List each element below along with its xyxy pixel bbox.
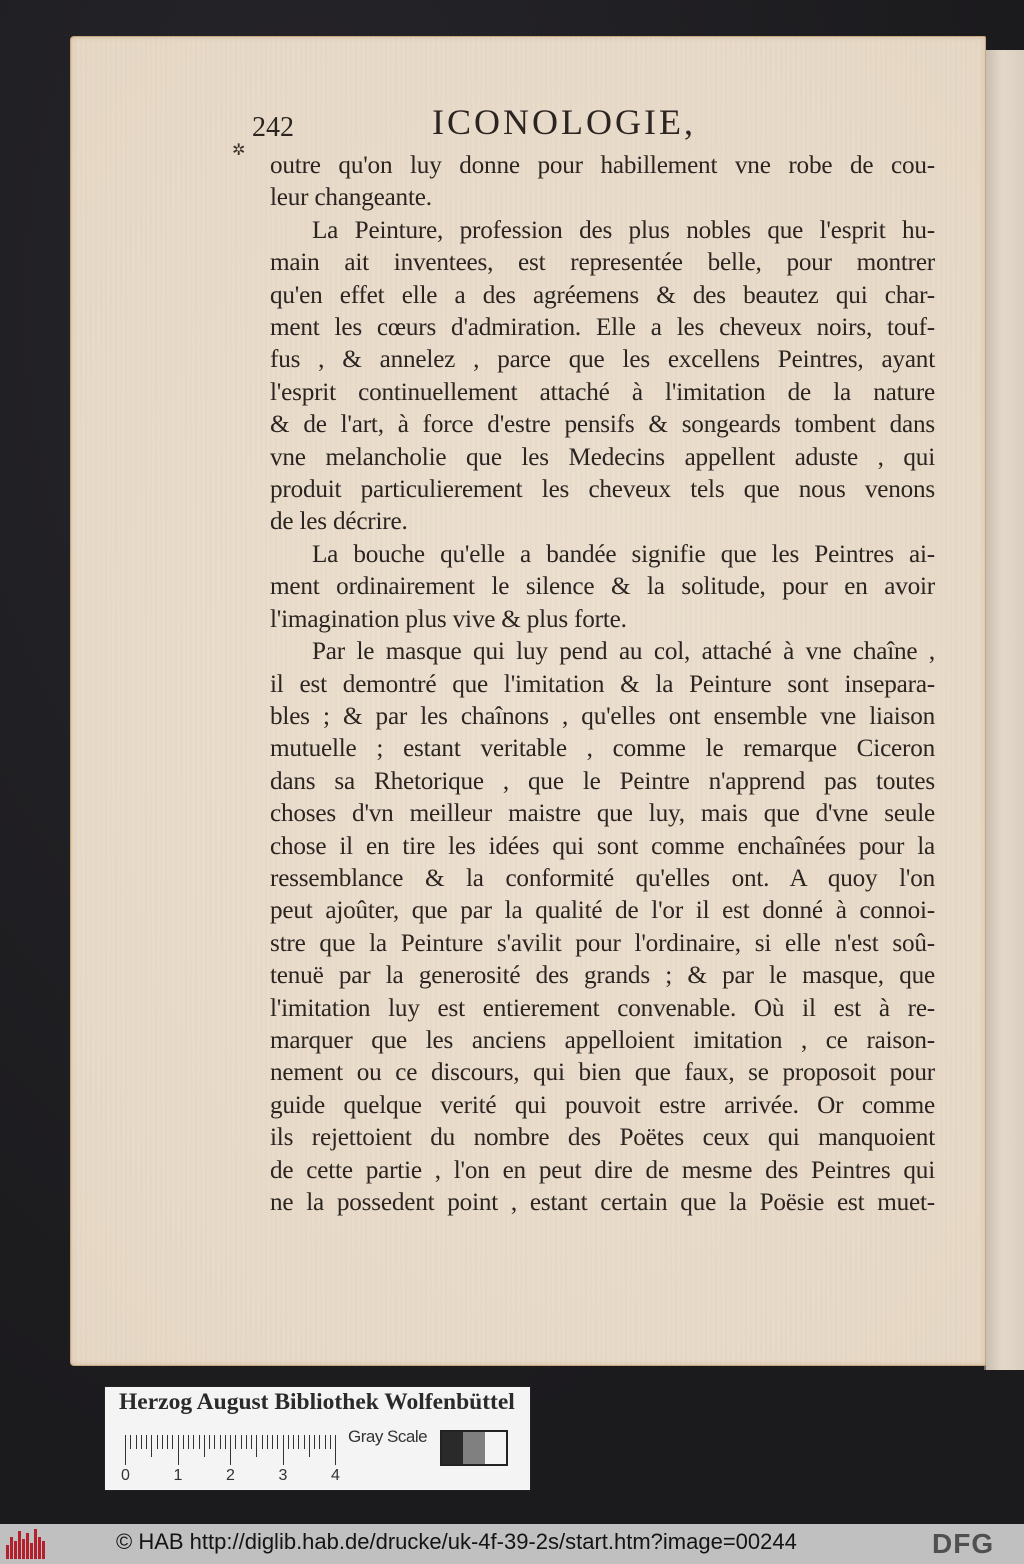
ruler-label: 2	[226, 1467, 235, 1484]
text-line: chose il en tire les idées qui sont comme enchaînées pour la	[270, 832, 935, 860]
gray-swatch-cell	[463, 1432, 484, 1464]
scale-card	[105, 1387, 530, 1490]
ruler-tick	[167, 1435, 168, 1449]
dfg-logo: DFG	[932, 1528, 995, 1559]
text-line: de les décrire.	[270, 508, 408, 536]
ruler-tick	[188, 1435, 189, 1449]
ruler	[121, 1435, 340, 1484]
text-line: il est demontré que l'imitation & la Peinture sont insepara-	[270, 670, 935, 698]
text-line: qu'en effet elle a des agréemens & des beautez qui char-	[270, 281, 935, 309]
library-name: Herzog August Bibliothek Wolfenbüttel	[119, 1389, 515, 1415]
body-lines	[270, 150, 935, 1219]
running-title: ICONOLOGIE,	[432, 102, 696, 142]
text-line: bles ; & par les chaînons , qu'elles ont ensemble vne liaison	[270, 702, 935, 730]
text-line: mutuelle ; estant veritable , comme le remarque Ciceron	[270, 735, 935, 763]
ruler-tick	[277, 1435, 278, 1449]
page-number: 242	[252, 112, 294, 143]
text-line: ment ordinairement le silence & la solitude, pour en avoir	[270, 573, 935, 601]
ruler-label: 0	[121, 1467, 130, 1484]
text-line: produit particulierement les cheveux tels que nous venons	[270, 476, 935, 504]
gray-scale-swatch	[440, 1430, 508, 1466]
ruler-tick	[293, 1435, 294, 1449]
ruler-label: 4	[331, 1467, 340, 1484]
copyright-url[interactable]: © HAB http://diglib.hab.de/drucke/uk-4f-39-2s/start.htm?image=00244	[116, 1529, 797, 1554]
ruler-tick	[230, 1435, 231, 1465]
text-line: l'imitation luy est entierement convenable. Où il est à re-	[270, 994, 935, 1022]
ruler-tick	[235, 1435, 236, 1449]
running-head	[252, 102, 935, 150]
ruler-tick	[241, 1435, 242, 1449]
ruler-tick	[225, 1435, 226, 1449]
text-line: guide quelque verité qui pouvoit estre arrivée. Or comme	[270, 1091, 935, 1119]
text-line: dans sa Rhetorique , que le Peintre n'apprend pas toutes	[270, 767, 935, 795]
ruler-tick	[130, 1435, 131, 1449]
text-line: stre que la Peinture s'avilit pour l'ordinaire, si elle n'est soû-	[270, 929, 935, 957]
page-text	[252, 102, 935, 1219]
ruler-tick	[209, 1435, 210, 1449]
text-line: ment les cœurs d'admiration. Elle a les cheveux noirs, touf-	[270, 314, 935, 342]
footer-bar	[0, 1524, 1024, 1564]
text-line: l'esprit continuellement attaché à l'imitation de la nature	[270, 378, 935, 406]
ruler-tick	[283, 1435, 284, 1465]
adjacent-page-edge	[984, 50, 1024, 1370]
ruler-tick	[204, 1435, 205, 1457]
ruler-tick	[183, 1435, 184, 1449]
gray-scale-label: Gray Scale	[348, 1427, 428, 1446]
ruler-tick	[314, 1435, 315, 1449]
ruler-tick	[162, 1435, 163, 1449]
ruler-tick	[251, 1435, 252, 1449]
text-line: choses d'vn meilleur maistre que luy, mais que d'vne seule	[270, 800, 935, 828]
ruler-tick	[146, 1435, 147, 1449]
ruler-tick	[272, 1435, 273, 1449]
gray-swatch-cell	[442, 1432, 463, 1464]
text-line: outre qu'on luy donne pour habillement vne robe de cou-	[270, 152, 935, 179]
text-line: peut ajoûter, que par la qualité de l'or il est donné à connoi-	[270, 897, 935, 925]
text-line: marquer que les anciens appelloient imitation , ce raison-	[270, 1026, 935, 1054]
text-line: fus , & annelez , parce que les excellens Peintres, ayant	[270, 346, 935, 374]
text-line: ressemblance & la conformité qu'elles ont. A quoy l'on	[270, 864, 935, 892]
ruler-tick	[193, 1435, 194, 1449]
ruler-tick	[298, 1435, 299, 1449]
ruler-tick	[141, 1435, 142, 1449]
ruler-label: 3	[278, 1467, 288, 1484]
ruler-tick	[125, 1435, 126, 1465]
ruler-tick	[178, 1435, 179, 1465]
text-line: main ait inventees, est representée belle, pour montrer	[270, 249, 935, 277]
ruler-tick	[309, 1435, 310, 1457]
text-line: de cette partie , l'on en peut dire de mesme des Peintres qui	[270, 1156, 935, 1184]
ruler-tick	[304, 1435, 305, 1449]
text-line: tenuë par la generosité des grands ; & par le masque, que	[270, 962, 935, 990]
ruler-tick	[199, 1435, 200, 1449]
ruler-tick	[151, 1435, 152, 1457]
text-line: ils rejettoient du nombre des Poëtes ceux qui manquoient	[270, 1124, 935, 1152]
ruler-tick	[288, 1435, 289, 1449]
margin-ink-mark: ✲	[232, 142, 246, 159]
ruler-tick	[267, 1435, 268, 1449]
text-line: vne melancholie que les Medecins appellent aduste , qui	[270, 443, 935, 471]
text-line: La Peinture, profession des plus nobles que l'esprit hu-	[312, 216, 935, 244]
text-line: La bouche qu'elle a bandée signifie que les Peintres ai-	[312, 540, 935, 568]
text-line: l'imagination plus vive & plus forte.	[270, 605, 627, 633]
text-line: Par le masque qui luy pend au col, attaché à vne chaîne ,	[312, 638, 935, 666]
ruler-tick	[325, 1435, 326, 1449]
hab-logo-icon	[6, 1529, 46, 1559]
ruler-tick	[136, 1435, 137, 1449]
ruler-tick	[172, 1435, 173, 1449]
ruler-tick	[157, 1435, 158, 1449]
ruler-tick	[220, 1435, 221, 1449]
text-line: & de l'art, à force d'estre pensifs & songeards tombent dans	[270, 411, 935, 439]
ruler-tick	[330, 1435, 331, 1449]
ruler-tick	[319, 1435, 320, 1449]
ruler-tick	[256, 1435, 257, 1457]
ruler-tick	[262, 1435, 263, 1449]
ruler-label: 1	[173, 1467, 183, 1484]
text-line: nement ou ce discours, qui bien que faux, se proposoit pour	[270, 1059, 935, 1087]
ruler-tick	[335, 1435, 336, 1465]
gray-swatch-cell	[485, 1432, 506, 1464]
ruler-tick	[214, 1435, 215, 1449]
text-line: ne la possedent point , estant certain que la Poësie est muet-	[270, 1189, 935, 1216]
ruler-tick	[246, 1435, 247, 1449]
text-line: leur changeante.	[270, 184, 432, 212]
